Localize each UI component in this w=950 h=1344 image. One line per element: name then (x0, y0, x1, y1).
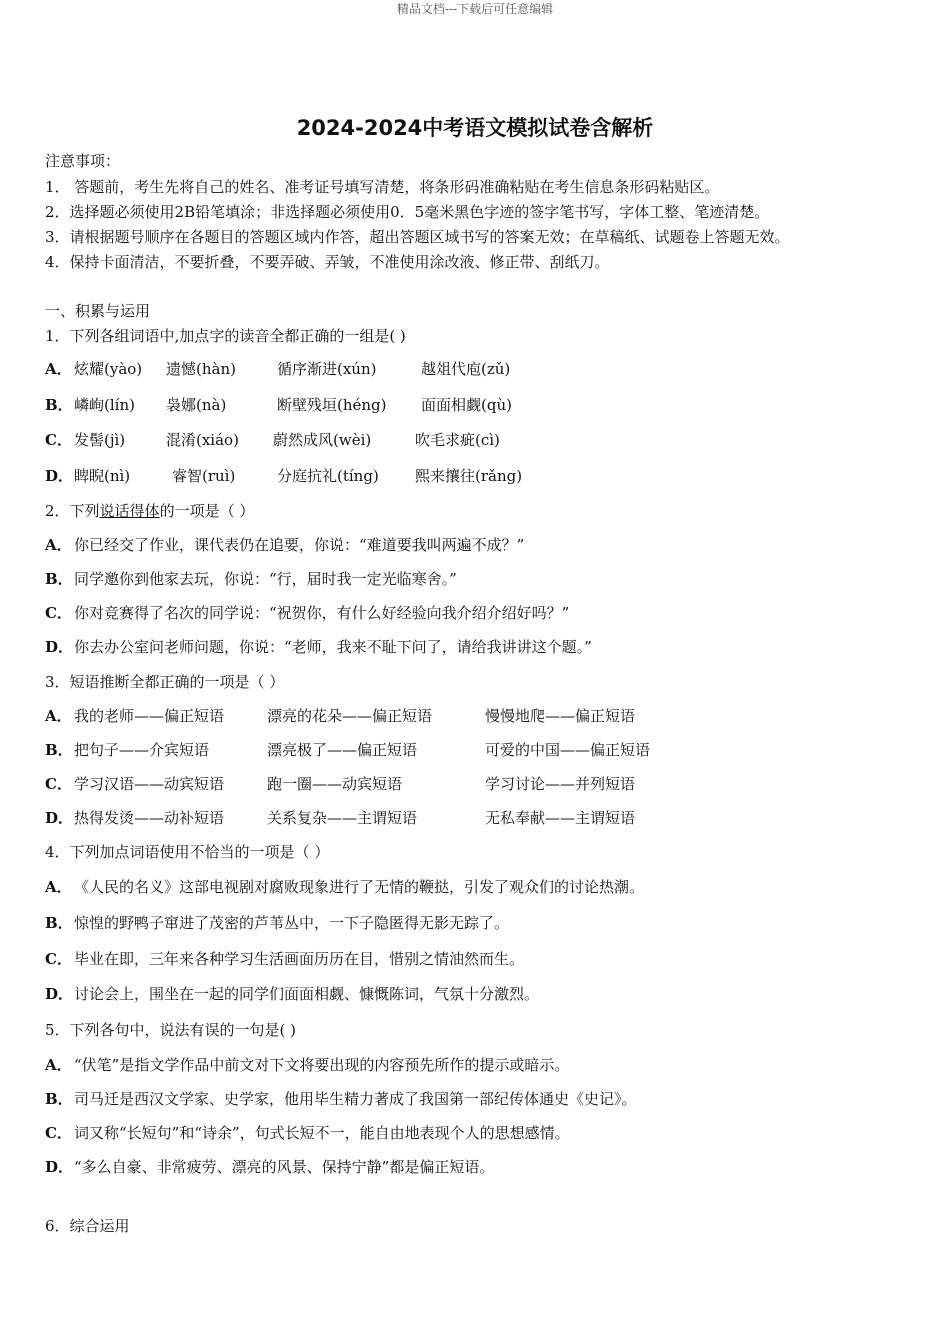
option-text: 《人民的名义》这部电视剧对腐败现象进行了无情的鞭挞，引发了观众们的讨论热潮。 (74, 878, 645, 896)
option-label: A． (45, 1056, 72, 1074)
q5-option-c (45, 1123, 570, 1143)
page-header: 精品文档---下载后可任意编辑 (396, 2, 554, 16)
q3-phrase: 学习讨论——并列短语 (485, 775, 636, 793)
option-label: D． (45, 809, 74, 827)
option-label: D． (45, 467, 74, 485)
page-title: 2024-2024中考语文模拟试卷含解析 (296, 116, 654, 140)
q1-word: 睥睨(nì) (74, 467, 131, 485)
option-text: 你去办公室问老师问题，你说：“老师，我来不耻下问了，请给我讲讲这个题。” (74, 638, 592, 656)
option-label: A． (45, 878, 72, 896)
q1-word: 袅娜(nà) (166, 396, 227, 414)
q5-option-b (45, 1089, 637, 1109)
option-label: B． (45, 570, 73, 588)
option-label: D． (45, 985, 74, 1003)
q2-option-d (45, 637, 592, 657)
option-text: 同学邀你到他家去玩，你说：“行，届时我一定光临寒舍。” (74, 570, 457, 588)
q1-word: 炫耀(yào) (74, 360, 143, 378)
option-label: C． (45, 775, 72, 793)
option-text: 你对竞赛得了名次的同学说：“祝贺你，有什么好经验向我介绍介绍好吗？” (74, 604, 570, 622)
option-label: B． (45, 914, 73, 932)
q1-word: 蔚然成风(wèi) (273, 431, 372, 449)
note-item: 3．请根据题号顺序在各题目的答题区域内作答，超出答题区域书写的答案无效；在草稿纸、试题卷上答题无效。 (45, 228, 790, 246)
q1-word: 嶙峋(lín) (74, 396, 135, 414)
q3-phrase: 我的老师——偏正短语 (74, 707, 225, 725)
q3-phrase: 无私奉献——主谓短语 (485, 809, 636, 827)
option-text: 毕业在即，三年来各种学习生活画面历历在目，惜别之情油然而生。 (74, 950, 525, 968)
question-4-stem: 4．下列加点词语使用不恰当的一项是（ ） (45, 843, 330, 861)
q1-word: 发髻(jì) (74, 431, 126, 449)
q5-option-d (45, 1157, 494, 1177)
q2-option-a (45, 535, 524, 555)
question-6-stem: 6．综合运用 (45, 1217, 130, 1235)
q4-option-c (45, 949, 524, 969)
q4-option-a (45, 877, 644, 897)
option-label: D． (45, 1158, 74, 1176)
q1-word: 分庭抗礼(tíng) (277, 467, 379, 485)
notes-heading: 注意事项： (45, 152, 121, 170)
q3-phrase: 慢慢地爬——偏正短语 (485, 707, 636, 725)
q1-word: 循序渐进(xún) (277, 360, 377, 378)
q2-stem-pre: 2．下列 (45, 502, 100, 520)
q1-word: 熙来攘往(rǎng) (415, 467, 523, 485)
q3-phrase: 漂亮的花朵——偏正短语 (267, 707, 433, 725)
option-text: “多么自豪、非常疲劳、漂亮的风景、保持宁静”都是偏正短语。 (74, 1158, 495, 1176)
option-text: 司马迁是西汉文学家、史学家，他用毕生精力著成了我国第一部纪传体通史《史记》。 (74, 1090, 637, 1108)
question-1-stem: 1．下列各组词语中,加点字的读音全都正确的一组是( ) (45, 327, 406, 345)
question-3-stem: 3．短语推断全都正确的一项是（ ） (45, 673, 285, 691)
q3-phrase: 可爱的中国——偏正短语 (485, 741, 651, 759)
option-text: 词又称“长短句”和“诗余”，句式长短不一，能自由地表现个人的思想感情。 (74, 1124, 570, 1142)
option-label: B． (45, 741, 73, 759)
q5-option-a (45, 1055, 569, 1075)
q3-phrase: 关系复杂——主谓短语 (267, 809, 418, 827)
option-label: B． (45, 396, 73, 414)
q1-word: 吹毛求疵(cì) (415, 431, 500, 449)
q1-word: 睿智(ruì) (172, 467, 236, 485)
note-item: 1． 答题前，考生先将自己的姓名、准考证号填写清楚，将条形码准确粘贴在考生信息条形码粘贴区。 (45, 178, 720, 196)
option-label: C． (45, 1124, 72, 1142)
section-heading: 一、积累与运用 (45, 302, 151, 320)
note-item: 2．选择题必须使用2B铅笔填涂；非选择题必须使用0．5毫米黑色字迹的签字笔书写，字体工整、笔迹清楚。 (45, 203, 770, 221)
option-label: B． (45, 1090, 73, 1108)
q1-option-c (45, 430, 74, 450)
note-item: 4．保持卡面清洁，不要折叠，不要弄破、弄皱，不准使用涂改液、修正带、刮纸刀。 (45, 253, 610, 271)
q1-word: 断壁残垣(héng) (277, 396, 387, 414)
q1-option-a (45, 359, 74, 379)
question-5-stem: 5．下列各句中，说法有误的一句是( ) (45, 1021, 297, 1039)
q3-phrase: 漂亮极了——偏正短语 (267, 741, 418, 759)
q2-stem-underlined: 说话得体 (99, 502, 160, 520)
q3-phrase: 热得发烫——动补短语 (74, 809, 225, 827)
q3-phrase: 学习汉语——动宾短语 (74, 775, 225, 793)
q2-stem-post: 的一项是（ ） (159, 502, 255, 520)
q3-phrase: 把句子——介宾短语 (74, 741, 210, 759)
option-label: C． (45, 431, 72, 449)
q1-option-b (45, 395, 74, 415)
option-text: “伏笔”是指文学作品中前文对下文将要出现的内容预先所作的提示或暗示。 (74, 1056, 570, 1074)
option-text: 讨论会上，围坐在一起的同学们面面相觑、慷慨陈词，气氛十分激烈。 (74, 985, 540, 1003)
option-label: C． (45, 950, 72, 968)
option-text: 惊惶的野鸭子窜进了茂密的芦苇丛中，一下子隐匿得无影无踪了。 (74, 914, 510, 932)
option-label: A． (45, 536, 72, 554)
option-label: C． (45, 604, 72, 622)
option-label: A． (45, 360, 72, 378)
q1-word: 混淆(xiáo) (166, 431, 239, 449)
q1-word: 越俎代庖(zǔ) (421, 360, 511, 378)
q3-option-d (45, 808, 74, 828)
q3-phrase: 跑一圈——动宾短语 (267, 775, 403, 793)
q2-option-c (45, 603, 569, 623)
q1-word: 遗憾(hàn) (166, 360, 236, 378)
option-label: D． (45, 638, 74, 656)
option-label: A． (45, 707, 72, 725)
q1-word: 面面相觑(qù) (421, 396, 512, 414)
q4-option-b (45, 913, 509, 933)
question-2-stem (45, 501, 254, 521)
q2-option-b (45, 569, 457, 589)
option-text: 你已经交了作业，课代表仍在追要，你说：“难道要我叫两遍不成？” (74, 536, 525, 554)
q3-option-c (45, 774, 74, 794)
q3-option-b (45, 740, 74, 760)
q1-option-d (45, 466, 74, 486)
q4-option-d (45, 984, 539, 1004)
q3-option-a (45, 706, 74, 726)
